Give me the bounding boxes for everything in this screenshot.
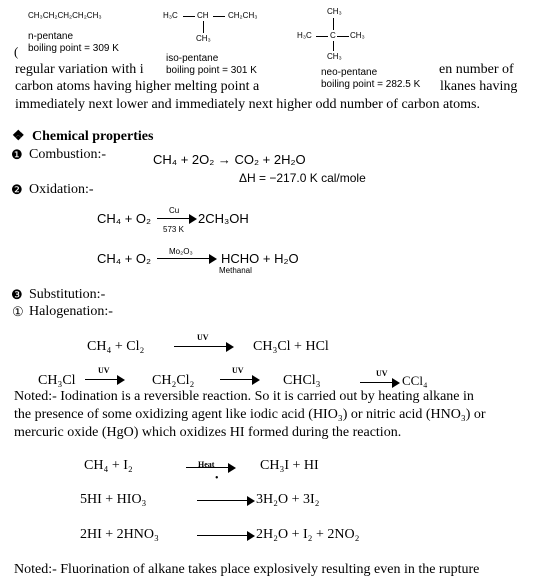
noted1-line3: mercuric oxide (HgO) which oxidizes HI formed during the reaction. [14, 425, 402, 440]
neo-bond-bottom [333, 41, 334, 51]
chain-ccl4: CCl₄ [402, 373, 428, 388]
iod3-reactants: 2HI + 2HNO₃ [80, 527, 159, 542]
chain-arrow-2 [220, 375, 260, 385]
iod2-reactants: 5HI + HIO₃ [80, 492, 147, 507]
combustion-equation: CH₄ + 2O₂ → CO₂ + 2H₂O [153, 152, 306, 167]
chemical-properties-heading: Chemical properties [32, 129, 154, 144]
neo-right-group: CH₃ [350, 31, 365, 40]
iod1-reactants: CH₄ + I₂ [84, 458, 133, 473]
ox1-arrow [157, 214, 197, 224]
combustion-enthalpy: ΔH = −217.0 K cal/mole [239, 171, 366, 185]
n-pentane-bp: boiling point = 309 K [28, 43, 119, 54]
iso-left-group: H₃C [163, 11, 178, 20]
intro-line2-start: regular variation with i [15, 62, 144, 77]
hal1-products: CH₃Cl + HCl [253, 339, 329, 354]
hal1-uv: UV [197, 333, 209, 342]
iso-branch-group: CH₃ [196, 34, 211, 43]
intro-line3-end: lkanes having [440, 79, 518, 94]
number-2-icon: ❷ [11, 182, 23, 197]
chain-uv-2: UV [232, 366, 244, 375]
ox1-reactants: CH₄ + O₂ [97, 211, 152, 226]
ox2-product: HCHO + H₂O [221, 251, 299, 266]
iod2-arrow [197, 496, 255, 506]
noted2-line1: Noted:- Fluorination of alkane takes place explosively resulting even in the rupture [14, 562, 480, 577]
n-pentane-formula: CH₃CH₂CH₂CH₂CH₃ [28, 11, 102, 20]
ox2-reactants: CH₄ + O₂ [97, 251, 152, 266]
chain-arrow-3 [360, 378, 400, 388]
iod1-products: CH₃I + HI [260, 458, 319, 473]
iso-right-group: CH₂CH₃ [228, 11, 258, 20]
substitution-label: Substitution:- [29, 287, 106, 302]
neo-bond-right [337, 36, 349, 37]
circled-1-icon: ① [12, 304, 24, 319]
neo-mid-atom: C [330, 31, 336, 40]
iso-bond-3 [203, 21, 204, 33]
ox1-catalyst: Cu [169, 206, 180, 215]
chain-uv-3: UV [376, 369, 388, 378]
neo-bottom-group: CH₃ [327, 52, 342, 61]
neo-bond-left [316, 36, 328, 37]
chain-uv-1: UV [98, 366, 110, 375]
neo-bond-top [333, 18, 334, 30]
diamond-bullet-icon: ❖ [12, 129, 25, 144]
iod3-arrow [197, 531, 255, 541]
number-3-icon: ❸ [11, 287, 23, 302]
intro-line4: immediately next lower and immediately next higher odd number of carbon atoms. [15, 97, 480, 112]
intro-line1-fragment: ( [14, 44, 19, 59]
chain-chcl3: CHCl₃ [283, 373, 321, 388]
iod1-dot: • [215, 473, 219, 484]
iso-pentane-bp: boiling point = 301 K [166, 65, 257, 76]
hal1-reactants: CH₄ + Cl₂ [87, 339, 145, 354]
halogenation-label: Halogenation:- [29, 304, 113, 319]
neo-left-group: H₃C [297, 31, 312, 40]
ox2-product-name: Methanal [219, 266, 252, 275]
ox2-arrow [157, 254, 217, 264]
iso-mid-group: CH [197, 11, 209, 20]
neo-pentane-name: neo-pentane [321, 67, 378, 78]
iod1-arrow [186, 460, 236, 473]
noted1-line1: Noted:- Iodination is a reversible reaction. So it is carried out by heating alkane in [14, 389, 474, 404]
intro-line3-start: carbon atoms having higher melting point a [15, 79, 260, 94]
iso-pentane-name: iso-pentane [166, 53, 219, 64]
iso-bond-1 [183, 16, 195, 17]
ox1-condition: 573 K [163, 225, 184, 234]
neo-top-group: CH₃ [327, 7, 342, 16]
noted1-line2: the presence of some oxidizing agent like iodic acid (HIO₃) or nitric acid (HNO₃) or [14, 407, 486, 422]
ox2-catalyst: Mo₂O₃ [169, 247, 193, 256]
iod3-products: 2H₂O + I₂ + 2NO₂ [256, 527, 360, 542]
iso-bond-2 [213, 16, 225, 17]
combustion-label: Combustion:- [29, 147, 107, 162]
hal1-arrow [174, 342, 234, 352]
chain-ch3cl: CH₃Cl [38, 373, 76, 388]
chain-ch2cl2: CH₂Cl₂ [152, 373, 195, 388]
number-1-icon: ❶ [11, 147, 23, 162]
ox1-product: 2CH₃OH [198, 211, 249, 226]
iod2-products: 3H₂O + 3I₂ [256, 492, 320, 507]
neo-pentane-bp: boiling point = 282.5 K [321, 79, 421, 90]
intro-line2-end: en number of [439, 62, 514, 77]
n-pentane-name: n-pentane [28, 31, 74, 42]
chain-arrow-1 [85, 375, 125, 385]
iod1-heat: Heat [198, 460, 215, 469]
oxidation-label: Oxidation:- [29, 182, 94, 197]
